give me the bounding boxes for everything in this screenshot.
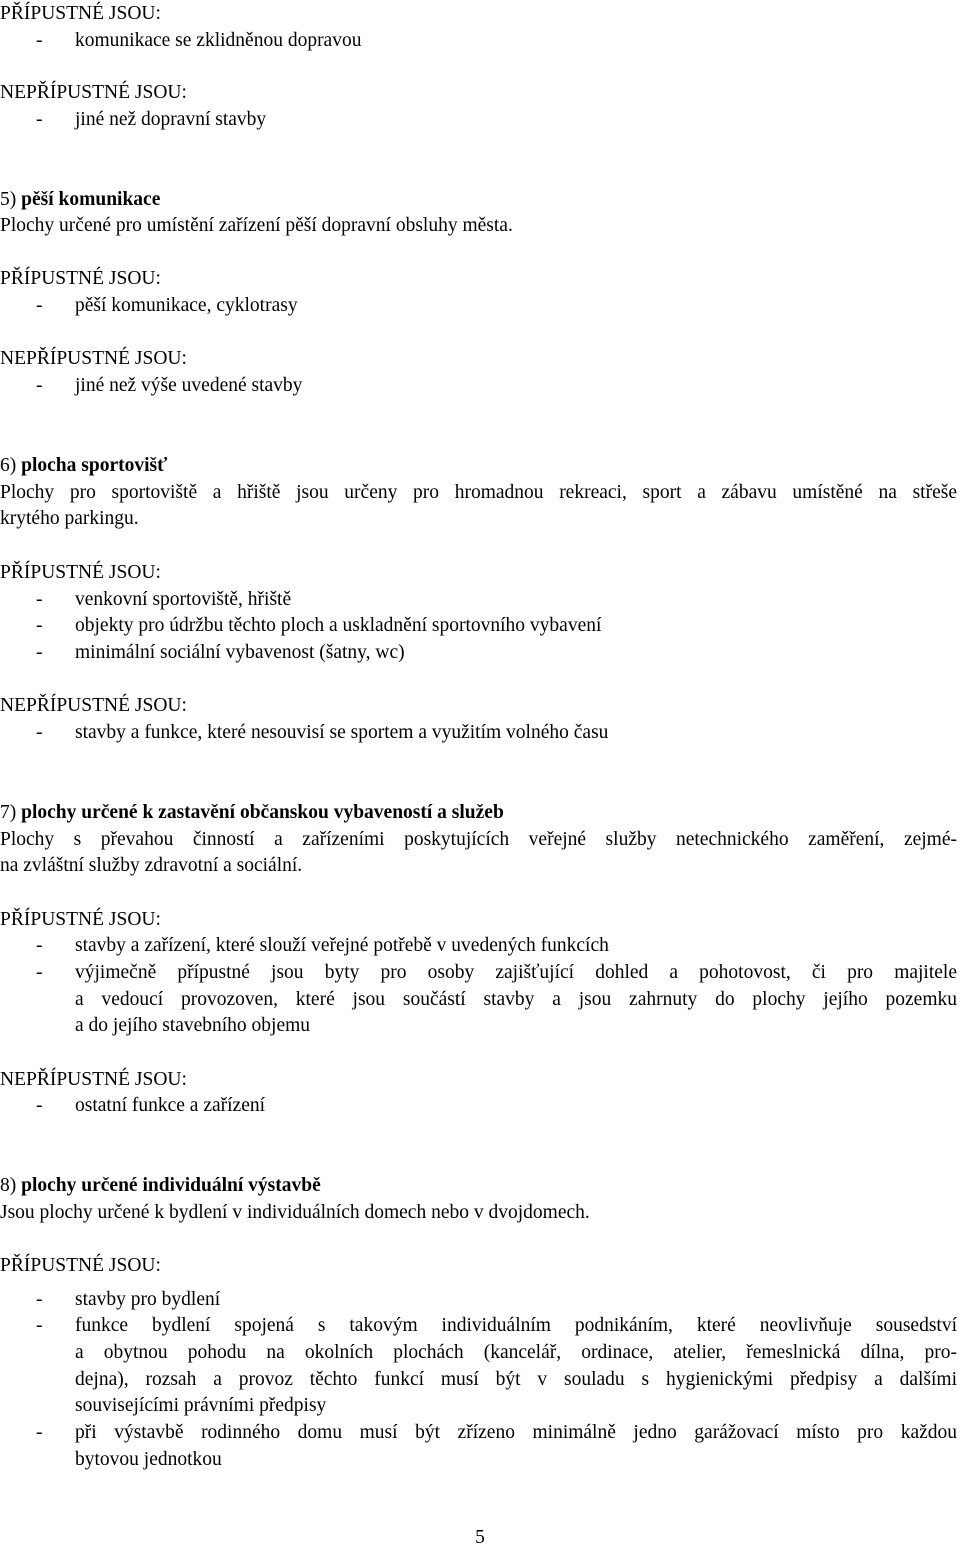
bullet-dash: - bbox=[36, 962, 43, 983]
allowed-item: venkovní sportoviště, hřiště bbox=[75, 589, 292, 610]
allowed-item: pěší komunikace, cyklotrasy bbox=[75, 295, 298, 316]
allowed-label: PŘÍPUSTNÉ JSOU: bbox=[0, 909, 161, 930]
allowed-item: objekty pro údržbu těchto ploch a uskladnění sportovního vybavení bbox=[75, 615, 602, 636]
allowed-item: stavby pro bydlení bbox=[75, 1289, 221, 1310]
allowed-item: stavby a zařízení, které slouží veřejné potřebě v uvedených funkcích bbox=[75, 935, 609, 956]
section-number: 8) bbox=[0, 1175, 17, 1196]
allowed-label: PŘÍPUSTNÉ JSOU: bbox=[0, 1255, 161, 1276]
allowed-label: PŘÍPUSTNÉ JSOU: bbox=[0, 562, 161, 583]
forbidden-item: ostatní funkce a zařízení bbox=[75, 1095, 266, 1116]
section-number: 7) bbox=[0, 802, 17, 823]
allowed-item-line: funkce bydlení spojená s takovým individuálním podnikáním, které neovlivňuje sousedství bbox=[75, 1315, 957, 1336]
bullet-dash: - bbox=[36, 1289, 43, 1310]
forbidden-label: NEPŘÍPUSTNÉ JSOU: bbox=[0, 695, 187, 716]
bullet-dash: - bbox=[36, 1422, 43, 1443]
forbidden-label: NEPŘÍPUSTNÉ JSOU: bbox=[0, 82, 187, 103]
bullet-dash: - bbox=[36, 642, 43, 663]
bullet-dash: - bbox=[36, 589, 43, 610]
bullet-dash: - bbox=[36, 615, 43, 636]
allowed-item-line: a vedoucí provozoven, které jsou součástí stavby a jsou zahrnuty do plochy jejího pozemku bbox=[75, 989, 957, 1010]
forbidden-label: NEPŘÍPUSTNÉ JSOU: bbox=[0, 1069, 187, 1090]
forbidden-item: stavby a funkce, které nesouvisí se sportem a využitím volného času bbox=[75, 722, 609, 743]
forbidden-item: jiné než výše uvedené stavby bbox=[75, 375, 303, 396]
bullet-dash: - bbox=[36, 935, 43, 956]
bullet-dash: - bbox=[36, 30, 43, 51]
allowed-item-line: a obytnou pohodu na okolních plochách (kancelář, ordinace, atelier, řemeslnická dílna, pro- bbox=[75, 1342, 957, 1363]
allowed-item: minimální sociální vybavenost (šatny, wc) bbox=[75, 642, 405, 663]
section-description: Plochy určené pro umístění zařízení pěší dopravní obsluhy města. bbox=[0, 215, 513, 236]
allowed-item-line: při výstavbě rodinného domu musí být zřízeno minimálně jedno garážovací místo pro každou bbox=[75, 1422, 957, 1443]
section-title: plochy určené k zastavění občanskou vybaveností a služeb bbox=[21, 802, 504, 823]
section-heading-5 bbox=[0, 187, 160, 214]
bullet-dash: - bbox=[36, 722, 43, 743]
bullet-dash: - bbox=[36, 109, 43, 130]
bullet-dash: - bbox=[36, 295, 43, 316]
allowed-label: PŘÍPUSTNÉ JSOU: bbox=[0, 268, 161, 289]
page-number: 5 bbox=[475, 1527, 485, 1548]
section-title: plocha sportovišť bbox=[21, 455, 168, 476]
section-heading-6 bbox=[0, 453, 167, 480]
section-description-line: Plochy pro sportoviště a hřiště jsou určeny pro hromadnou rekreaci, sport a zábavu umístěné na střeše bbox=[0, 482, 957, 503]
section-description-line: Plochy s převahou činností a zařízeními poskytujících veřejné služby netechnického zaměření, zejmé- bbox=[0, 829, 957, 850]
section-number: 6) bbox=[0, 455, 17, 476]
section-heading-8 bbox=[0, 1173, 321, 1200]
section-description-line: krytého parkingu. bbox=[0, 508, 139, 529]
section-heading-7 bbox=[0, 800, 504, 827]
bullet-dash: - bbox=[36, 375, 43, 396]
section-description: Jsou plochy určené k bydlení v individuálních domech nebo v dvojdomech. bbox=[0, 1202, 590, 1223]
allowed-item-line: souvisejícími právními předpisy bbox=[75, 1395, 327, 1416]
section-description-line: na zvláštní služby zdravotní a sociální. bbox=[0, 855, 303, 876]
bullet-dash: - bbox=[36, 1315, 43, 1336]
section-title: plochy určené individuální výstavbě bbox=[21, 1175, 321, 1196]
forbidden-label: NEPŘÍPUSTNÉ JSOU: bbox=[0, 348, 187, 369]
allowed-item-line: bytovou jednotkou bbox=[75, 1449, 222, 1470]
section-title: pěší komunikace bbox=[21, 189, 161, 210]
allowed-label: PŘÍPUSTNÉ JSOU: bbox=[0, 3, 161, 24]
bullet-dash: - bbox=[36, 1095, 43, 1116]
allowed-item-line: a do jejího stavebního objemu bbox=[75, 1015, 311, 1036]
forbidden-item: jiné než dopravní stavby bbox=[75, 109, 267, 130]
section-number: 5) bbox=[0, 189, 17, 210]
allowed-item: komunikace se zklidněnou dopravou bbox=[75, 30, 362, 51]
allowed-item-line: dejna), rozsah a provoz těchto funkcí musí být v souladu s hygienickými předpisy a dalšími bbox=[75, 1369, 957, 1390]
allowed-item-line: výjimečně přípustné jsou byty pro osoby zajišťující dohled a pohotovost, či pro majitele bbox=[75, 962, 957, 983]
